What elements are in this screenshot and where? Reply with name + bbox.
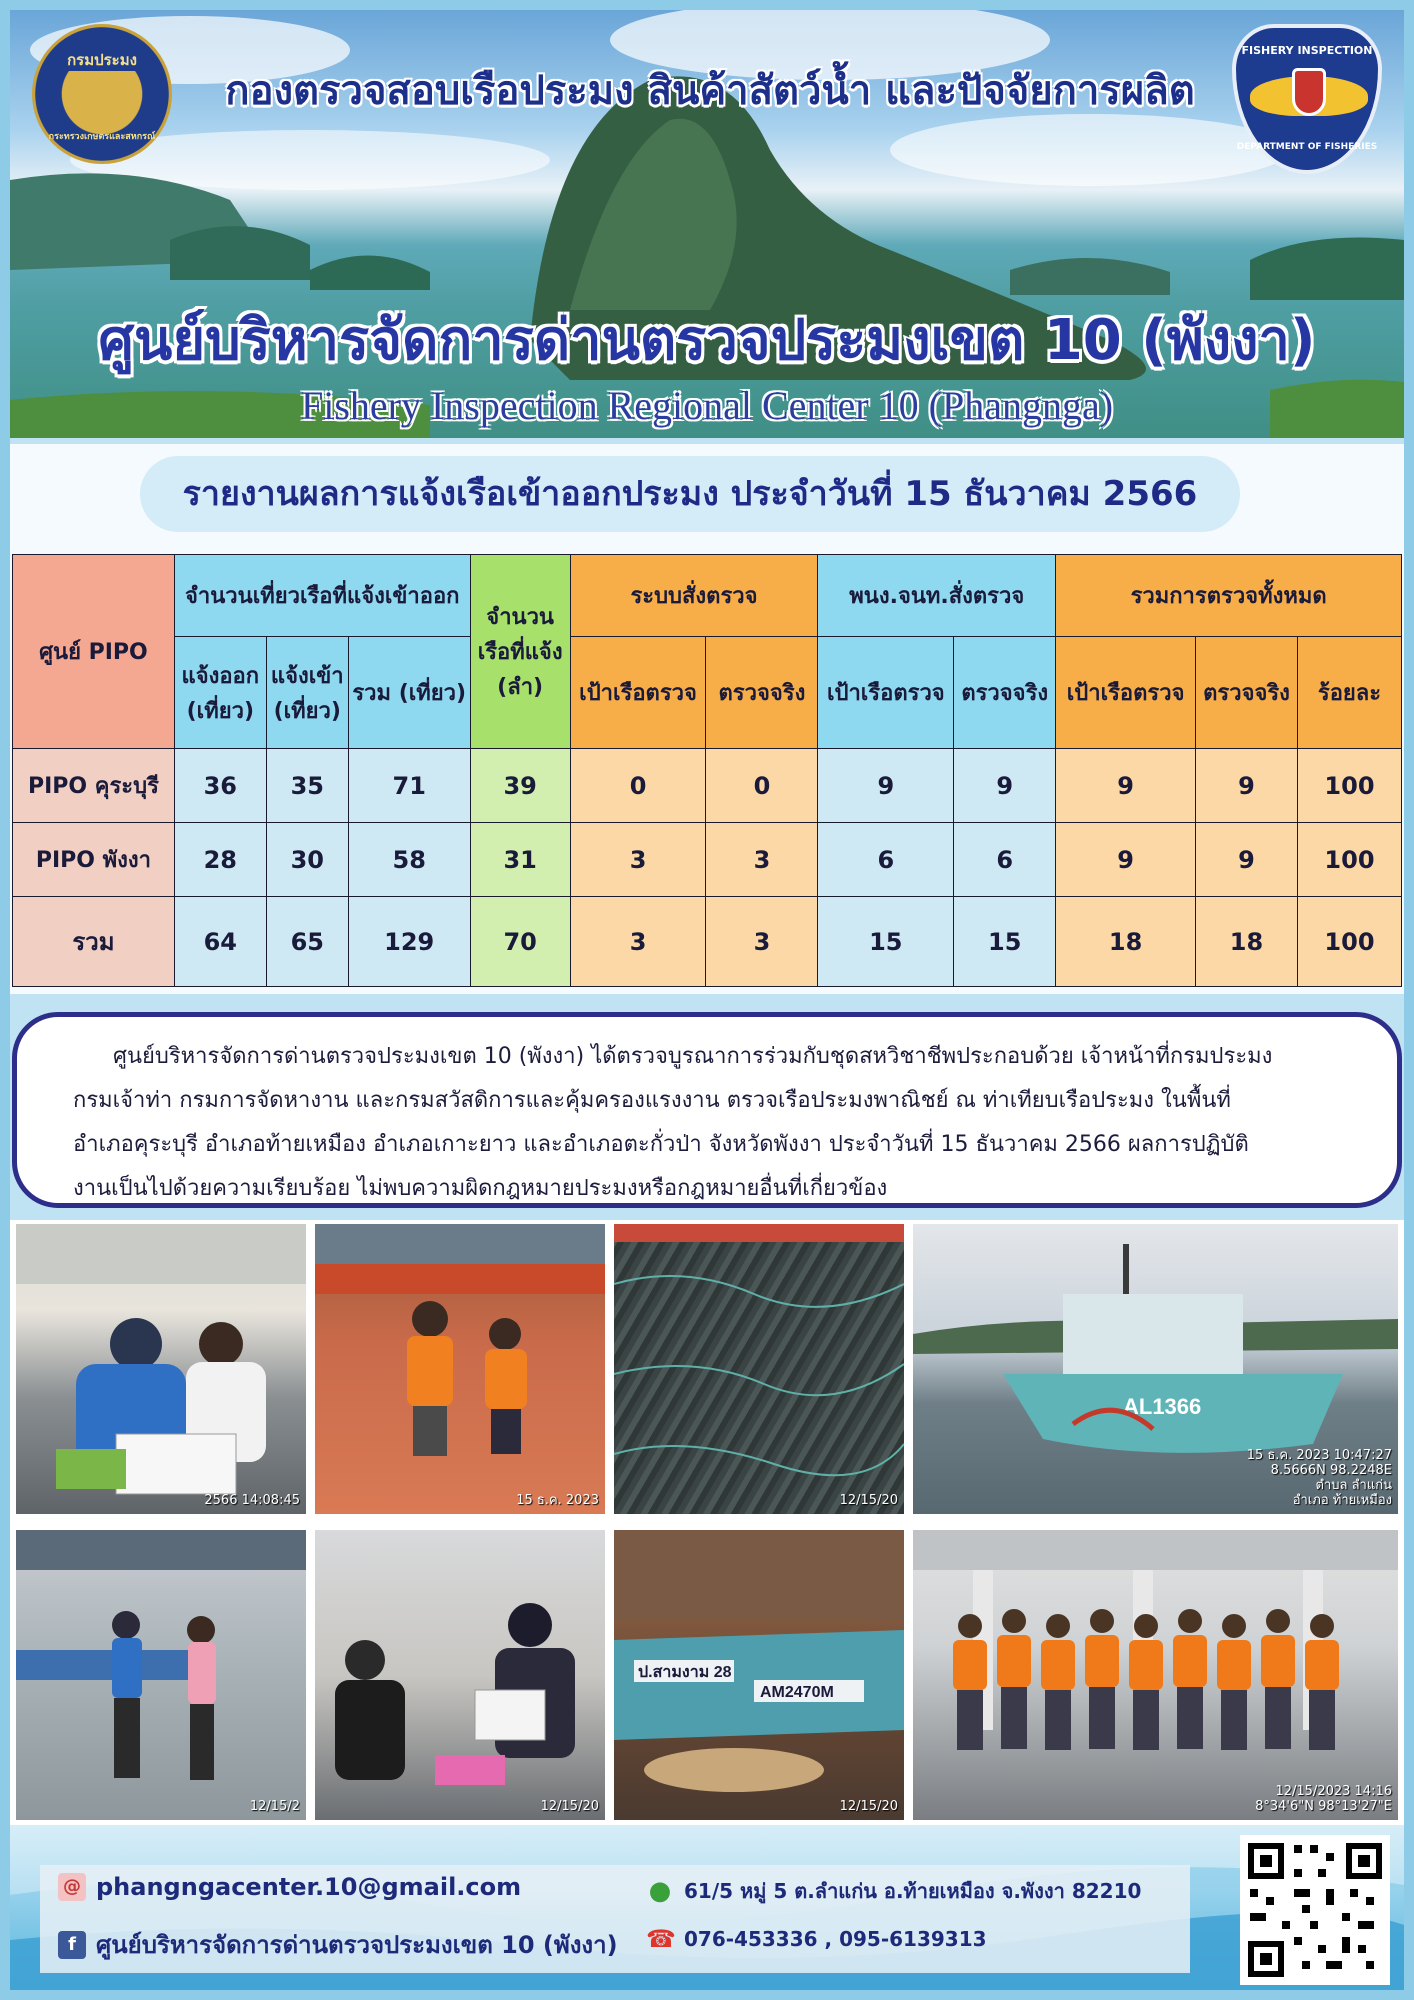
photo-4-stamp <box>1247 1448 1392 1508</box>
logo-shield-icon <box>1292 68 1326 116</box>
photo-fishing-nets <box>614 1224 904 1514</box>
header-officer-group: พนง.จนท.สั่งตรวจ <box>818 555 1056 637</box>
header-out: แจ้งออก (เที่ยว) <box>174 637 266 749</box>
table-row <box>13 823 1402 897</box>
department-title: กองตรวจสอบเรือประมง สินค้าสัตว์น้ำ และปัจจัยการผลิต <box>225 68 1195 114</box>
email-icon: @ <box>58 1873 86 1901</box>
logo-left-ring-text: กระทรวงเกษตรและสหกรณ์ <box>48 132 156 142</box>
location-pin-icon: ● <box>648 1876 672 1906</box>
cell-system-target: 0 <box>570 749 706 823</box>
row-center-name: PIPO คุระบุรี <box>13 749 175 823</box>
contact-phone[interactable] <box>646 1925 987 1953</box>
photo-boat-hull <box>614 1530 904 1820</box>
photo-6-stamp: 12/15/20 <box>540 1799 599 1814</box>
photo-grid <box>10 1220 1404 1825</box>
photo-8-stamp-coords: 8°34'6"N 98°13'27"E <box>1255 1799 1392 1814</box>
total-out: 64 <box>174 897 266 987</box>
footer <box>10 1825 1404 1990</box>
total-percent: 100 <box>1297 897 1401 987</box>
phone-text: 076-453336 , 095-6139313 <box>684 1927 987 1951</box>
table-row <box>13 749 1402 823</box>
photo-2-stamp: 15 ธ.ค. 2023 <box>516 1493 599 1508</box>
photo-4-stamp-subdistrict: ตำบล ลำแก่น <box>1315 1478 1392 1493</box>
summary-box <box>12 1012 1402 1208</box>
inspection-stats-table <box>12 554 1402 987</box>
header-system-group: ระบบสั่งตรวจ <box>570 555 818 637</box>
email-text: phangngacenter.10@gmail.com <box>96 1873 522 1901</box>
total-total-actual: 18 <box>1196 897 1298 987</box>
header-center: ศูนย์ PIPO <box>13 555 175 749</box>
contact-email[interactable] <box>58 1873 521 1901</box>
photo-6-art <box>315 1530 605 1820</box>
photo-document-check <box>16 1224 306 1514</box>
cell-officer-actual: 6 <box>954 823 1056 897</box>
photo-8-stamp-date: 12/15/2023 14:16 <box>1275 1784 1392 1799</box>
photo-2-art <box>315 1224 605 1514</box>
total-sum: 129 <box>348 897 470 987</box>
cell-officer-actual: 9 <box>954 749 1056 823</box>
cell-system-actual: 3 <box>706 823 818 897</box>
cell-vessels: 31 <box>470 823 570 897</box>
address-text: 61/5 หมู่ 5 ต.ลำแก่น อ.ท้ายเหมือง จ.พังงา 82210 <box>684 1879 1142 1903</box>
header-percent: ร้อยละ <box>1297 637 1401 749</box>
header-officer-actual: ตรวจจริง <box>954 637 1056 749</box>
photo-5-art <box>16 1530 306 1820</box>
cell-system-actual: 0 <box>706 749 818 823</box>
center-name-thai: ศูนย์บริหารจัดการด่านตรวจประมงเขต 10 (พังงา) <box>98 308 1316 373</box>
cell-total-target: 9 <box>1056 749 1196 823</box>
total-in: 65 <box>266 897 348 987</box>
total-officer-actual: 15 <box>954 897 1056 987</box>
total-system-actual: 3 <box>706 897 818 987</box>
cell-total-actual: 9 <box>1196 749 1298 823</box>
photo-7-art <box>614 1530 904 1820</box>
photo-crew-lifejackets <box>315 1224 605 1514</box>
photo-4-stamp-district: อำเภอ ท้ายเหมือง <box>1292 1493 1392 1508</box>
photo-3-art <box>614 1224 904 1514</box>
cell-system-target: 3 <box>570 823 706 897</box>
cell-in: 30 <box>266 823 348 897</box>
photo-form-signing <box>315 1530 605 1820</box>
photo-trawler-boat <box>913 1224 1398 1514</box>
photo-1-stamp: 2566 14:08:45 <box>204 1493 300 1508</box>
photo-crew-group <box>913 1530 1398 1820</box>
report-title: รายงานผลการแจ้งเรือเข้าออกประมง ประจำวันที่ 15 ธันวาคม 2566 <box>140 456 1240 532</box>
cell-officer-target: 6 <box>818 823 954 897</box>
poster <box>10 10 1404 1990</box>
facebook-text: ศูนย์บริหารจัดการด่านตรวจประมงเขต 10 (พังงา) <box>96 1931 618 1959</box>
cell-out: 28 <box>174 823 266 897</box>
cell-vessels: 39 <box>470 749 570 823</box>
table-total-row <box>13 897 1402 987</box>
total-vessels: 70 <box>470 897 570 987</box>
photo-4-hull-text: AL1366 <box>1123 1394 1202 1419</box>
photo-8-stamp <box>1255 1784 1392 1814</box>
report-section <box>10 444 1404 994</box>
total-system-target: 3 <box>570 897 706 987</box>
row-center-name: PIPO พังงา <box>13 823 175 897</box>
cell-total-target: 9 <box>1056 823 1196 897</box>
photo-7-stamp: 12/15/20 <box>839 1799 898 1814</box>
center-name-english: Fishery Inspection Regional Center 10 (Phangnga) <box>300 383 1114 428</box>
cell-sum: 71 <box>348 749 470 823</box>
header-sum: รวม (เที่ยว) <box>348 637 470 749</box>
photo-officer-pier <box>16 1530 306 1820</box>
header-total-target: เป้าเรือตรวจ <box>1056 637 1196 749</box>
photo-7-hull-text: AM2470M <box>760 1684 834 1701</box>
header-system-target: เป้าเรือตรวจ <box>570 637 706 749</box>
summary-line-1: ศูนย์บริหารจัดการด่านตรวจประมงเขต 10 (พังงา) ได้ตรวจบูรณาการร่วมกับชุดสหวิชาชีพประกอบด้วย เจ้าหน้าที่กรมประมง <box>113 1044 1273 1069</box>
facebook-icon: f <box>58 1931 86 1959</box>
cell-in: 35 <box>266 749 348 823</box>
qr-code[interactable] <box>1240 1835 1390 1985</box>
department-of-fisheries-logo <box>32 24 172 164</box>
header-total-group: รวมการตรวจทั้งหมด <box>1056 555 1402 637</box>
cell-percent: 100 <box>1297 749 1401 823</box>
phone-icon: ☎ <box>646 1925 676 1953</box>
header-banner <box>10 10 1404 438</box>
cell-sum: 58 <box>348 823 470 897</box>
photo-5-stamp: 12/15/2 <box>249 1799 300 1814</box>
header-system-actual: ตรวจจริง <box>706 637 818 749</box>
total-officer-target: 15 <box>818 897 954 987</box>
header-officer-target: เป้าเรือตรวจ <box>818 637 954 749</box>
cell-officer-target: 9 <box>818 749 954 823</box>
header-vessels: จำนวน เรือที่แจ้ง (ลำ) <box>470 555 570 749</box>
total-total-target: 18 <box>1056 897 1196 987</box>
total-label: รวม <box>13 897 175 987</box>
photo-3-stamp: 12/15/20 <box>839 1493 898 1508</box>
contact-facebook[interactable] <box>58 1925 618 1964</box>
photo-4-stamp-coords: 8.5666N 98.2248E <box>1270 1463 1392 1478</box>
header-total-actual: ตรวจจริง <box>1196 637 1298 749</box>
photo-8-art <box>913 1530 1398 1820</box>
summary-line-3: อำเภอคุระบุรี อำเภอท้ายเหมือง อำเภอเกาะยาว และอำเภอตะกั่วป่า จังหวัดพังงา ประจำวันที่ 15 ธันวาคม 2566 ผลการปฏิบัติ <box>73 1132 1249 1157</box>
logo-left-band-text: กรมประมง <box>53 49 151 71</box>
summary-line-2: กรมเจ้าท่า กรมการจัดหางาน และกรมสวัสดิการและคุ้มครองแรงงาน ตรวจเรือประมงพาณิชย์ ณ ท่าเทียบเรือประมง ในพื้นที่ <box>73 1088 1231 1113</box>
fishery-inspection-logo <box>1232 24 1382 174</box>
qr-code-art <box>1244 1839 1386 1981</box>
cell-percent: 100 <box>1297 823 1401 897</box>
cell-total-actual: 9 <box>1196 823 1298 897</box>
summary-line-4: งานเป็นไปด้วยความเรียบร้อย ไม่พบความผิดกฎหมายประมงหรือกฎหมายอื่นที่เกี่ยวข้อง <box>73 1176 888 1201</box>
logo-right-bottom-text: DEPARTMENT OF FISHERIES <box>1236 142 1378 152</box>
header-in: แจ้งเข้า (เที่ยว) <box>266 637 348 749</box>
contact-address <box>646 1875 1141 1907</box>
cell-out: 36 <box>174 749 266 823</box>
photo-7-boat-name: ป.สามงาม 28 <box>638 1664 732 1681</box>
header-trips-group: จำนวนเที่ยวเรือที่แจ้งเข้าออก <box>174 555 470 637</box>
logo-right-top-text: FISHERY INSPECTION <box>1241 44 1373 57</box>
photo-1-art <box>16 1224 306 1514</box>
photo-4-stamp-date: 15 ธ.ค. 2023 10:47:27 <box>1246 1448 1392 1463</box>
